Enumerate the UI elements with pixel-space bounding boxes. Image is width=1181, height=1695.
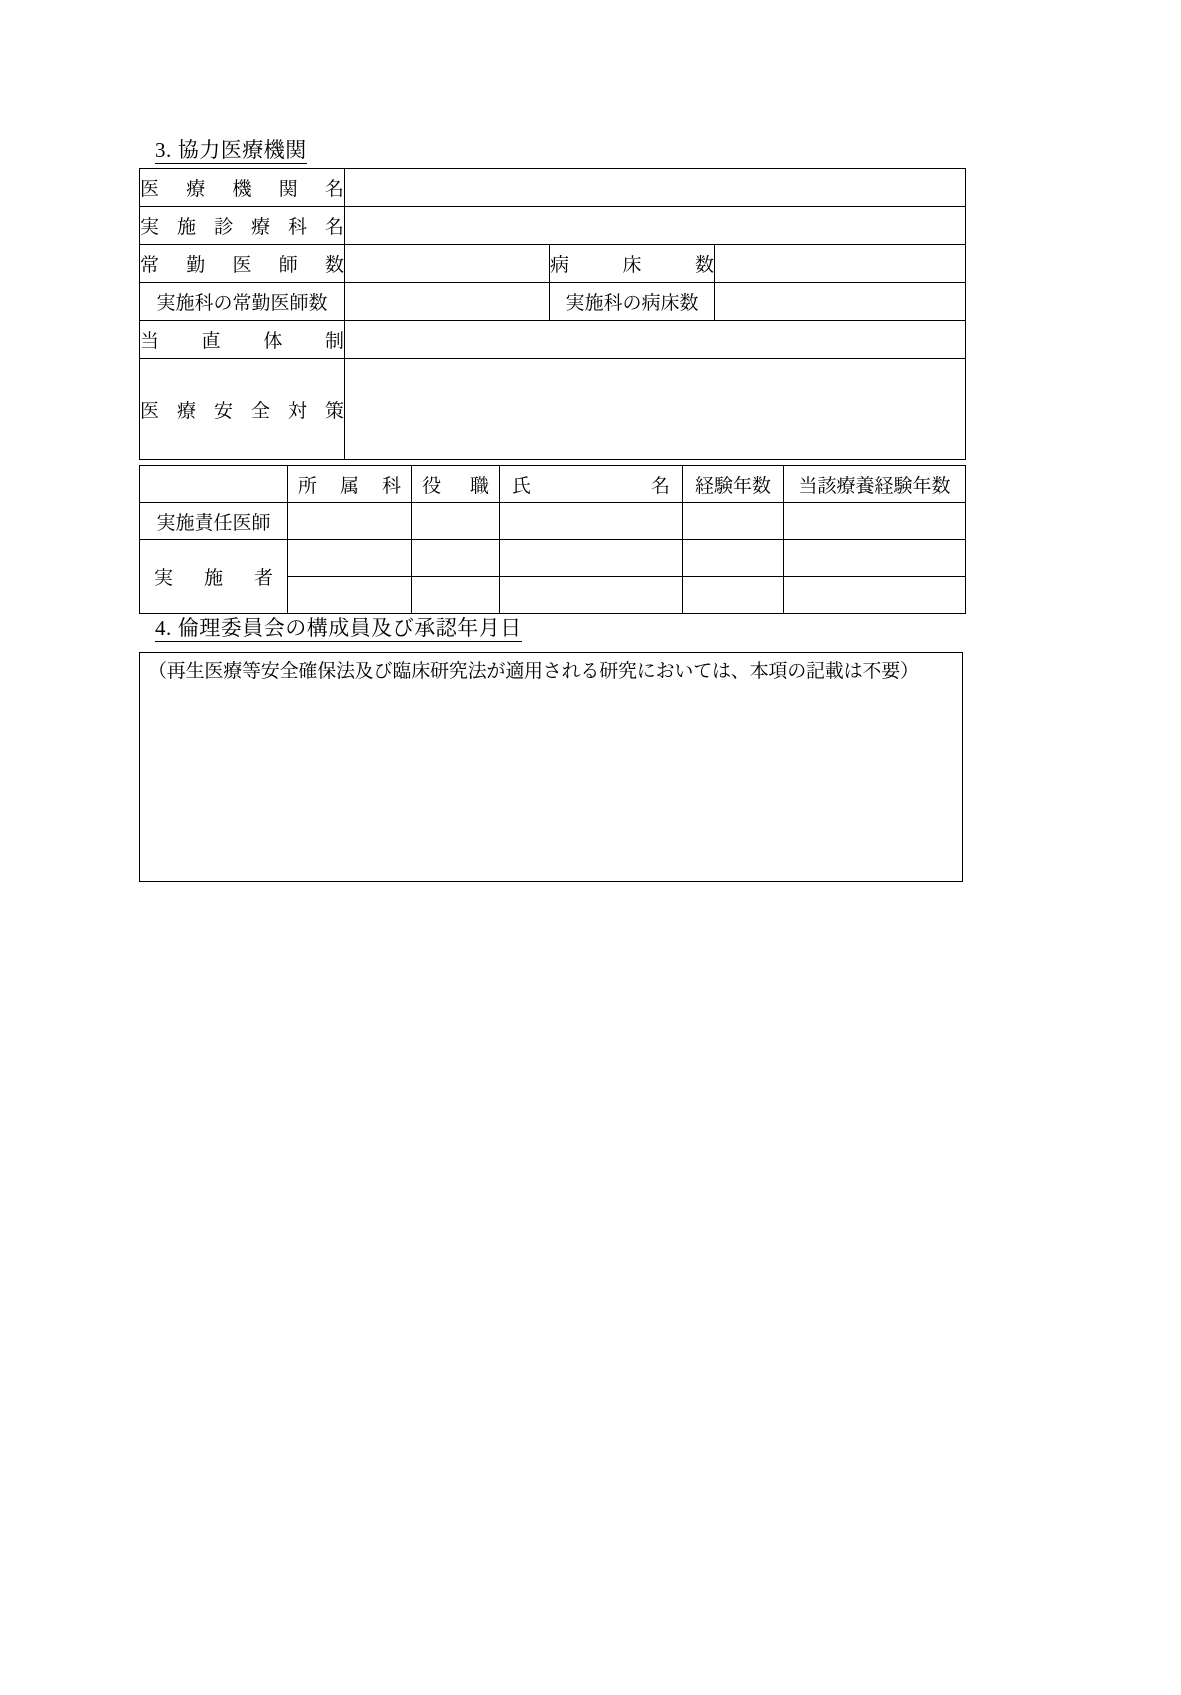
staff-cell-position-1[interactable] (412, 540, 500, 577)
staff-cell-experience-2[interactable] (683, 577, 784, 614)
staff-cell-name-1[interactable] (500, 540, 683, 577)
facility-label-institution-name: 医療機関名 (140, 169, 345, 207)
section-3-number: 3. (155, 138, 172, 162)
section-4-number: 4. (155, 616, 172, 640)
section-3-heading (155, 140, 307, 164)
staff-header-position: 役職 (412, 466, 500, 503)
facility-value-department-name[interactable] (345, 207, 966, 245)
facility-value-medical-safety[interactable] (345, 359, 966, 460)
facility-value-dept-beds[interactable] (715, 283, 966, 321)
facility-value-institution-name[interactable] (345, 169, 966, 207)
staff-cell-position-0[interactable] (412, 503, 500, 540)
staff-rowlabel-practitioner: 実施者 (140, 540, 288, 614)
ethics-committee-box[interactable] (139, 652, 963, 882)
facility-value-dept-fulltime-doctors[interactable] (345, 283, 550, 321)
staff-table (139, 465, 966, 614)
staff-header-experience-years: 経験年数 (683, 466, 784, 503)
staff-cell-department-1[interactable] (288, 540, 412, 577)
staff-header-corner (140, 466, 288, 503)
table-row (140, 540, 966, 577)
staff-rowlabel-responsible-physician: 実施責任医師 (140, 503, 288, 540)
table-row (140, 245, 966, 283)
facility-label-beds: 病床数 (550, 245, 715, 283)
staff-cell-relevant-experience-1[interactable] (784, 540, 966, 577)
staff-cell-department-0[interactable] (288, 503, 412, 540)
section-4-heading (155, 618, 522, 642)
facility-label-night-duty-system: 当直体制 (140, 321, 345, 359)
facility-table (139, 168, 966, 460)
facility-label-department-name: 実施診療科名 (140, 207, 345, 245)
staff-cell-department-2[interactable] (288, 577, 412, 614)
table-header-row (140, 466, 966, 503)
facility-label-dept-fulltime-doctors: 実施科の常勤医師数 (140, 283, 345, 321)
staff-cell-position-2[interactable] (412, 577, 500, 614)
table-row (140, 207, 966, 245)
facility-value-night-duty-system[interactable] (345, 321, 966, 359)
staff-cell-experience-1[interactable] (683, 540, 784, 577)
table-row (140, 503, 966, 540)
staff-cell-experience-0[interactable] (683, 503, 784, 540)
staff-header-name: 氏名 (500, 466, 683, 503)
facility-label-medical-safety: 医療安全対策 (140, 359, 345, 460)
section-3-title: 協力医療機関 (177, 138, 307, 162)
staff-cell-name-2[interactable] (500, 577, 683, 614)
staff-cell-relevant-experience-0[interactable] (784, 503, 966, 540)
table-row (140, 169, 966, 207)
facility-value-beds[interactable] (715, 245, 966, 283)
section-4-title: 倫理委員会の構成員及び承認年月日 (177, 616, 522, 640)
staff-header-relevant-experience-years: 当該療養経験年数 (784, 466, 966, 503)
staff-cell-name-0[interactable] (500, 503, 683, 540)
ethics-committee-note: （再生医療等安全確保法及び臨床研究法が適用される研究においては、本項の記載は不要） (148, 661, 919, 682)
table-row (140, 359, 966, 460)
table-row (140, 283, 966, 321)
staff-header-department: 所属科 (288, 466, 412, 503)
facility-label-fulltime-doctors: 常勤医師数 (140, 245, 345, 283)
facility-value-fulltime-doctors[interactable] (345, 245, 550, 283)
staff-cell-relevant-experience-2[interactable] (784, 577, 966, 614)
facility-label-dept-beds: 実施科の病床数 (550, 283, 715, 321)
table-row (140, 321, 966, 359)
